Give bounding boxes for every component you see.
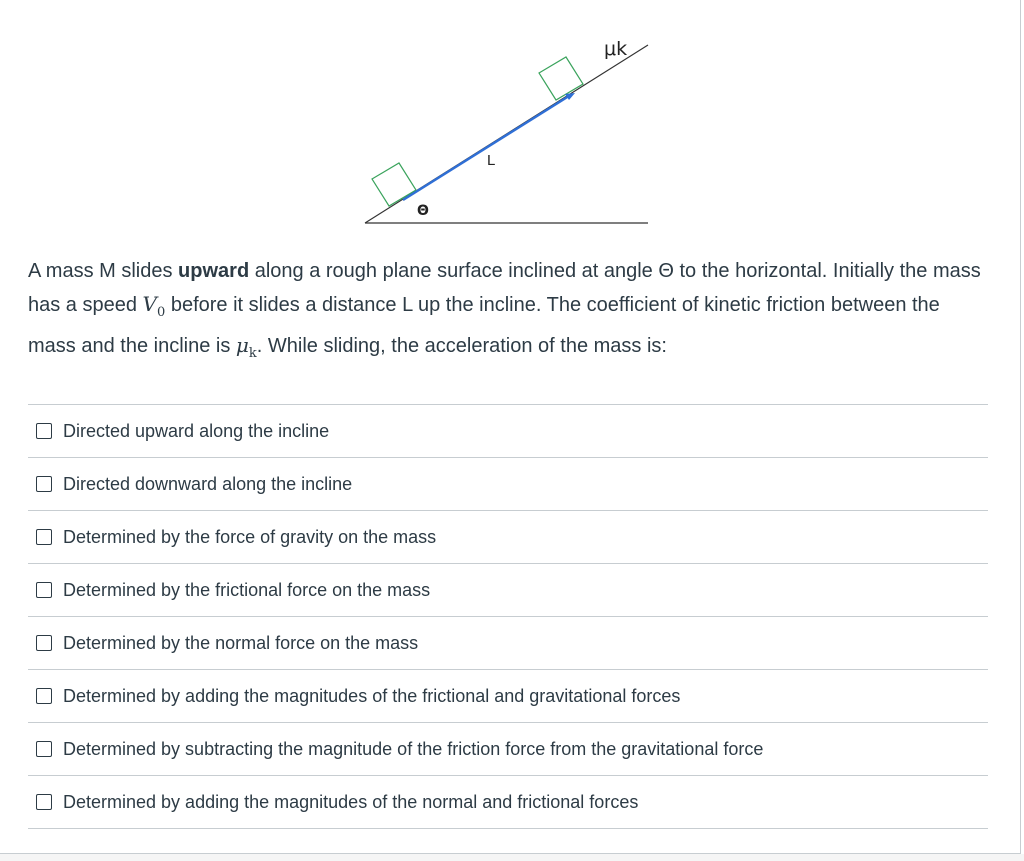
- answer-option-3[interactable]: [28, 511, 988, 564]
- answer-label: Directed upward along the incline: [63, 420, 330, 441]
- theta-symbol: Θ: [658, 260, 674, 282]
- answer-list: [28, 404, 988, 829]
- answer-option-8[interactable]: [28, 776, 988, 829]
- mu-k-symbol: $\mu_k$: [235, 333, 257, 361]
- checkbox[interactable]: [36, 529, 52, 545]
- question-part2: along a rough plane surface inclined at angle: [249, 260, 659, 282]
- answer-option-5[interactable]: [28, 617, 988, 670]
- bottom-strip: [0, 854, 1024, 861]
- incline-diagram: [0, 0, 700, 240]
- answer-label: Determined by the normal force on the mass: [63, 632, 419, 653]
- angle-label: Θ: [417, 203, 429, 219]
- initial-speed-symbol: $V_0$: [142, 292, 166, 320]
- answer-option-6[interactable]: [28, 670, 988, 723]
- answer-label: Determined by adding the magnitudes of the normal and frictional forces: [63, 791, 639, 812]
- checkbox[interactable]: [36, 423, 52, 439]
- checkbox[interactable]: [36, 794, 52, 810]
- length-label: L: [487, 152, 496, 169]
- answer-option-2[interactable]: [28, 458, 988, 511]
- answer-label: Determined by adding the magnitudes of the frictional and gravitational forces: [63, 685, 681, 706]
- answer-option-7[interactable]: [28, 723, 988, 776]
- distance-arrow: [403, 96, 569, 200]
- checkbox[interactable]: [36, 741, 52, 757]
- friction-coefficient-label: μk: [604, 38, 628, 60]
- question-part3: to the horizontal. Initially the mass has a speed: [28, 260, 981, 316]
- answer-label: Determined by subtracting the magnitude of the friction force from the gravitational force: [63, 738, 764, 759]
- answer-label: Directed downward along the incline: [63, 473, 353, 494]
- answer-label: Determined by the frictional force on the mass: [63, 579, 431, 600]
- checkbox[interactable]: [36, 688, 52, 704]
- upper-mass-box: [539, 57, 583, 100]
- question-emphasis: upward: [178, 260, 250, 282]
- question-part4: before it slides a distance L up the incline. The coefficient of kinetic friction between the mass and the incline is: [28, 294, 940, 357]
- checkbox[interactable]: [36, 476, 52, 492]
- checkbox[interactable]: [36, 635, 52, 651]
- answer-label: Determined by the force of gravity on the mass: [63, 526, 437, 547]
- checkbox[interactable]: [36, 582, 52, 598]
- question-part1: A mass M slides: [28, 260, 179, 282]
- answer-option-4[interactable]: [28, 564, 988, 617]
- question-part5: . While sliding, the acceleration of the mass is:: [256, 335, 667, 357]
- question-text: [28, 255, 993, 370]
- lower-mass-box: [372, 163, 416, 206]
- answer-option-1[interactable]: [28, 405, 988, 458]
